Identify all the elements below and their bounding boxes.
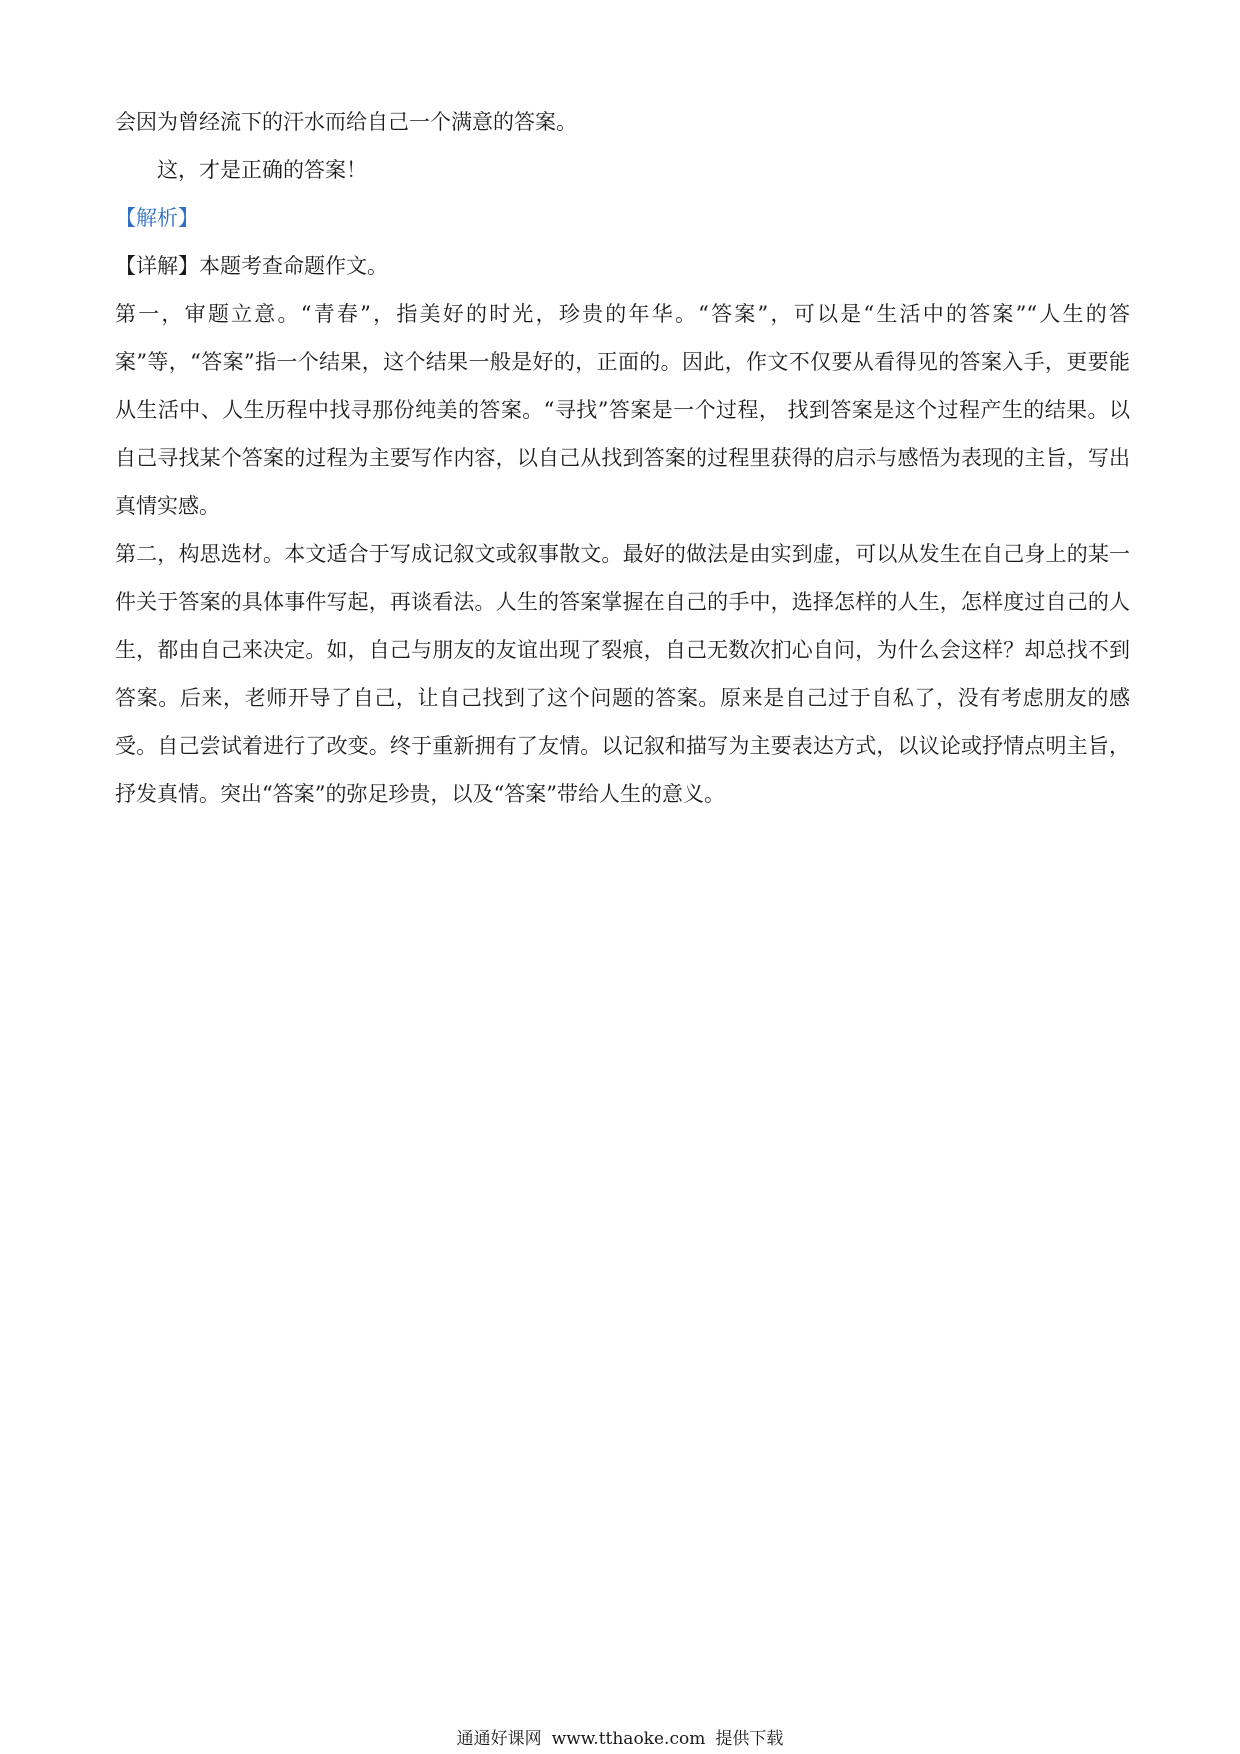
page-footer [0,1728,1240,1750]
essay-last-line: 会因为曾经流下的汗水而给自己一个满意的答案。 [115,110,577,134]
document-body [115,98,1130,818]
footer-suffix: 提供下载 [715,1729,784,1749]
footer-site-name: 通通好课网 [456,1729,542,1749]
detail-heading: 【详解】本题考查命题作文。 [115,254,388,278]
footer-url-link[interactable]: www.tthaoke.com [551,1729,706,1749]
analysis-heading: 【解析】 [115,206,199,230]
analysis-paragraph-1: 第一，审题立意。“青春”，指美好的时光，珍贵的年华。“答案”，可以是“生活中的答案”“人生的答案”等，“答案”指一个结果，这个结果一般是好的，正面的。因此，作文不仅要从看得见的答案入手，更要能从生活中、人生历程中找寻那份纯美的答案。“寻找”答案是一个过程， 找到答案是这个过程产生的结果。以自己寻找某个答案的过程为主要写作内容，以自己从找到答案的过程里获得的启示与感悟为表现的主旨，写出真情实感。 [115,302,1130,518]
essay-conclusion-line: 这，才是正确的答案！ [157,158,367,182]
analysis-paragraph-2: 第二，构思选材。本文适合于写成记叙文或叙事散文。最好的做法是由实到虚，可以从发生在自己身上的某一件关于答案的具体事件写起，再谈看法。人生的答案掌握在自己的手中，选择怎样的人生，怎样度过自己的人生，都由自己来决定。如，自己与朋友的友谊出现了裂痕，自己无数次扪心自问，为什么会这样？却总找不到答案。后来，老师开导了自己，让自己找到了这个问题的答案。原来是自己过于自私了，没有考虑朋友的感受。自己尝试着进行了改变。终于重新拥有了友情。以记叙和描写为主要表达方式，以议论或抒情点明主旨，抒发真情。突出“答案”的弥足珍贵，以及“答案”带给人生的意义。 [115,542,1130,806]
